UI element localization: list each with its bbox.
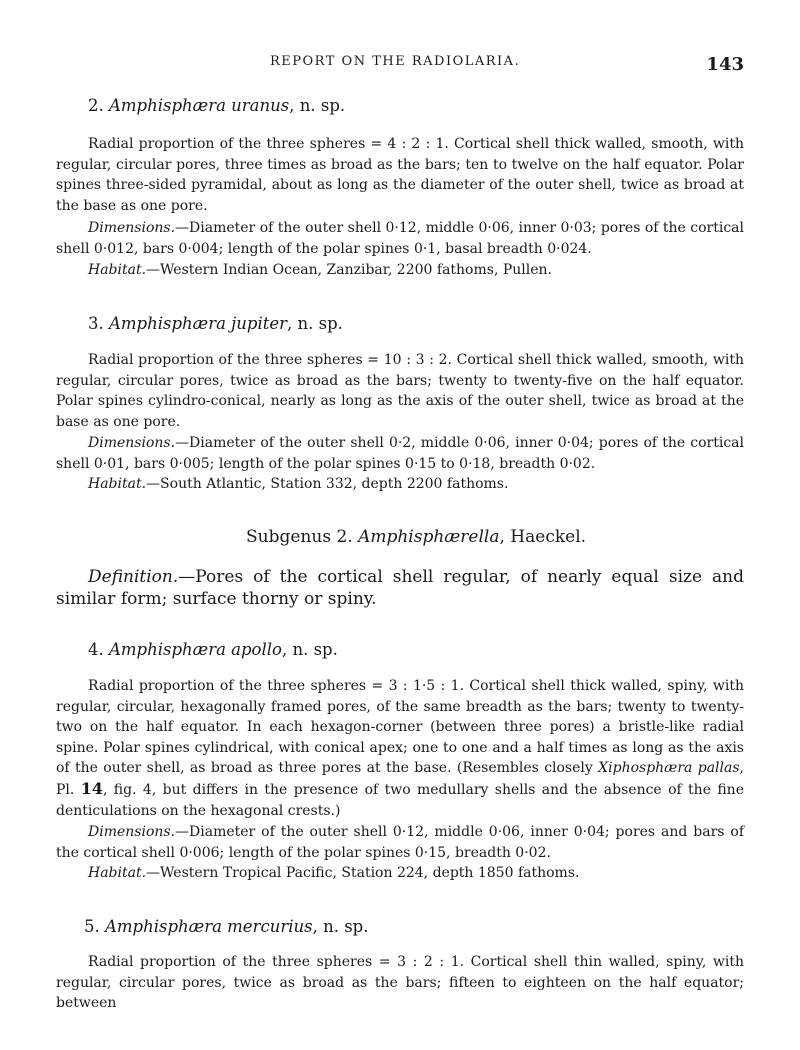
species-suffix: , n. sp. (281, 640, 338, 659)
dimensions-paragraph (56, 433, 744, 474)
dimensions-paragraph (56, 218, 744, 259)
species-suffix: , n. sp. (289, 96, 346, 115)
subgenus-author: , Haeckel. (499, 527, 587, 547)
habitat-paragraph (56, 863, 744, 884)
compared-species: Xiphosphæra pallas (598, 760, 740, 777)
subgenus-heading (246, 527, 586, 547)
species-heading-mercurius (84, 917, 368, 936)
species-name: Amphisphæra mercurius (105, 917, 313, 936)
page-number: 143 (706, 54, 744, 75)
description-text: Radial proportion of the three spheres = 3 : 1·5 : 1. Cortical shell thick walled, spiny, with regular, circular, hexagonally framed pores, of the same breadth as the bars; twenty to twenty-two on the half equator. In each hexagon-corner (between three pores) a bristle-like radial spine. Polar spines cylindrical, with conical apex; one to one and a half times as long as the axis of the outer shell, as broad as three pores at the base. (Resembles closely (56, 678, 744, 777)
species-name: Amphisphæra uranus (109, 96, 290, 115)
species-name: Amphisphæra apollo (109, 640, 282, 659)
entry-number: 3. (88, 314, 104, 333)
species-name: Amphisphæra jupiter (109, 314, 288, 333)
habitat-label: Habitat. (88, 476, 147, 492)
dimensions-text: —Diameter of the outer shell 0·12, middle 0·06, inner 0·04; pores and bars of the cortical shell 0·006; length of the polar spines 0·15, breadth 0·02. (56, 824, 744, 861)
habitat-label: Habitat. (88, 865, 147, 881)
subgenus-name: Amphisphærella (358, 527, 500, 547)
habitat-text: —Western Tropical Pacific, Station 224, depth 1850 fathoms. (146, 865, 580, 881)
species-suffix: , n. sp. (287, 314, 343, 333)
habitat-paragraph (56, 474, 744, 495)
definition-label: Definition. (88, 567, 179, 587)
description-text-mid: , Pl. (56, 760, 744, 798)
dimensions-paragraph (56, 822, 744, 863)
dimensions-text: —Diameter of the outer shell 0·2, middle 0·06, inner 0·04; pores of the cortical shell 0·01, bars 0·005; length of the polar spines 0·15 to 0·18, breadth 0·02. (56, 435, 744, 472)
habitat-text: —Western Indian Ocean, Zanzibar, 2200 fathoms, Pullen. (146, 262, 552, 278)
entry-number: 5. (84, 917, 100, 936)
species-description: Radial proportion of the three spheres = 3 : 2 : 1. Cortical shell thin walled, spiny, with regular, circular pores, twice as broad as the bars; fifteen to eighteen on the half equator; between (56, 954, 744, 1012)
running-header: REPORT ON THE RADIOLARIA. (270, 54, 521, 69)
species-heading-uranus (88, 96, 345, 115)
species-description (56, 676, 744, 821)
entry-number: 2. (88, 96, 104, 115)
species-suffix: , n. sp. (312, 917, 369, 936)
dimensions-label: Dimensions. (88, 824, 176, 840)
species-description: Radial proportion of the three spheres = 10 : 3 : 2. Cortical shell thick walled, smooth, with regular, circular pores, twice as broad as the bars; twenty to twenty-five on the half equator. Polar spines cylindro-conical, nearly as long as the axis of the outer shell, twice as broad at the base as one pore. (56, 352, 744, 430)
dimensions-label: Dimensions. (88, 435, 176, 451)
plate-number: 14 (80, 778, 103, 798)
species-description: Radial proportion of the three spheres = 4 : 2 : 1. Cortical shell thick walled, smooth, with regular, circular pores, three times as broad as the bars; ten to twelve on the half equator. Polar spines three-sided pyramidal, about as long as the diameter of the outer shell, twice as broad at the base as one pore. (56, 136, 744, 214)
dimensions-text: —Diameter of the outer shell 0·12, middle 0·06, inner 0·03; pores of the cortical shell 0·012, bars 0·004; length of the polar spines 0·1, basal breadth 0·024. (56, 220, 745, 257)
definition-text: —Pores of the cortical shell regular, of nearly equal size and similar form; surface thorny or spiny. (56, 567, 744, 609)
habitat-paragraph (56, 260, 744, 281)
subgenus-prefix: Subgenus 2. (246, 527, 359, 547)
definition-paragraph (56, 566, 744, 610)
entry-number: 4. (88, 640, 104, 659)
description-text-end: , fig. 4, but differs in the presence of two medullary shells and the absence of the fine denticulations on the hexagonal crests.) (56, 781, 744, 819)
species-heading-apollo (88, 640, 338, 659)
habitat-text: —South Atlantic, Station 332, depth 2200 fathoms. (146, 476, 509, 492)
species-heading-jupiter (88, 314, 343, 333)
habitat-label: Habitat. (88, 262, 147, 278)
dimensions-label: Dimensions. (88, 220, 176, 236)
